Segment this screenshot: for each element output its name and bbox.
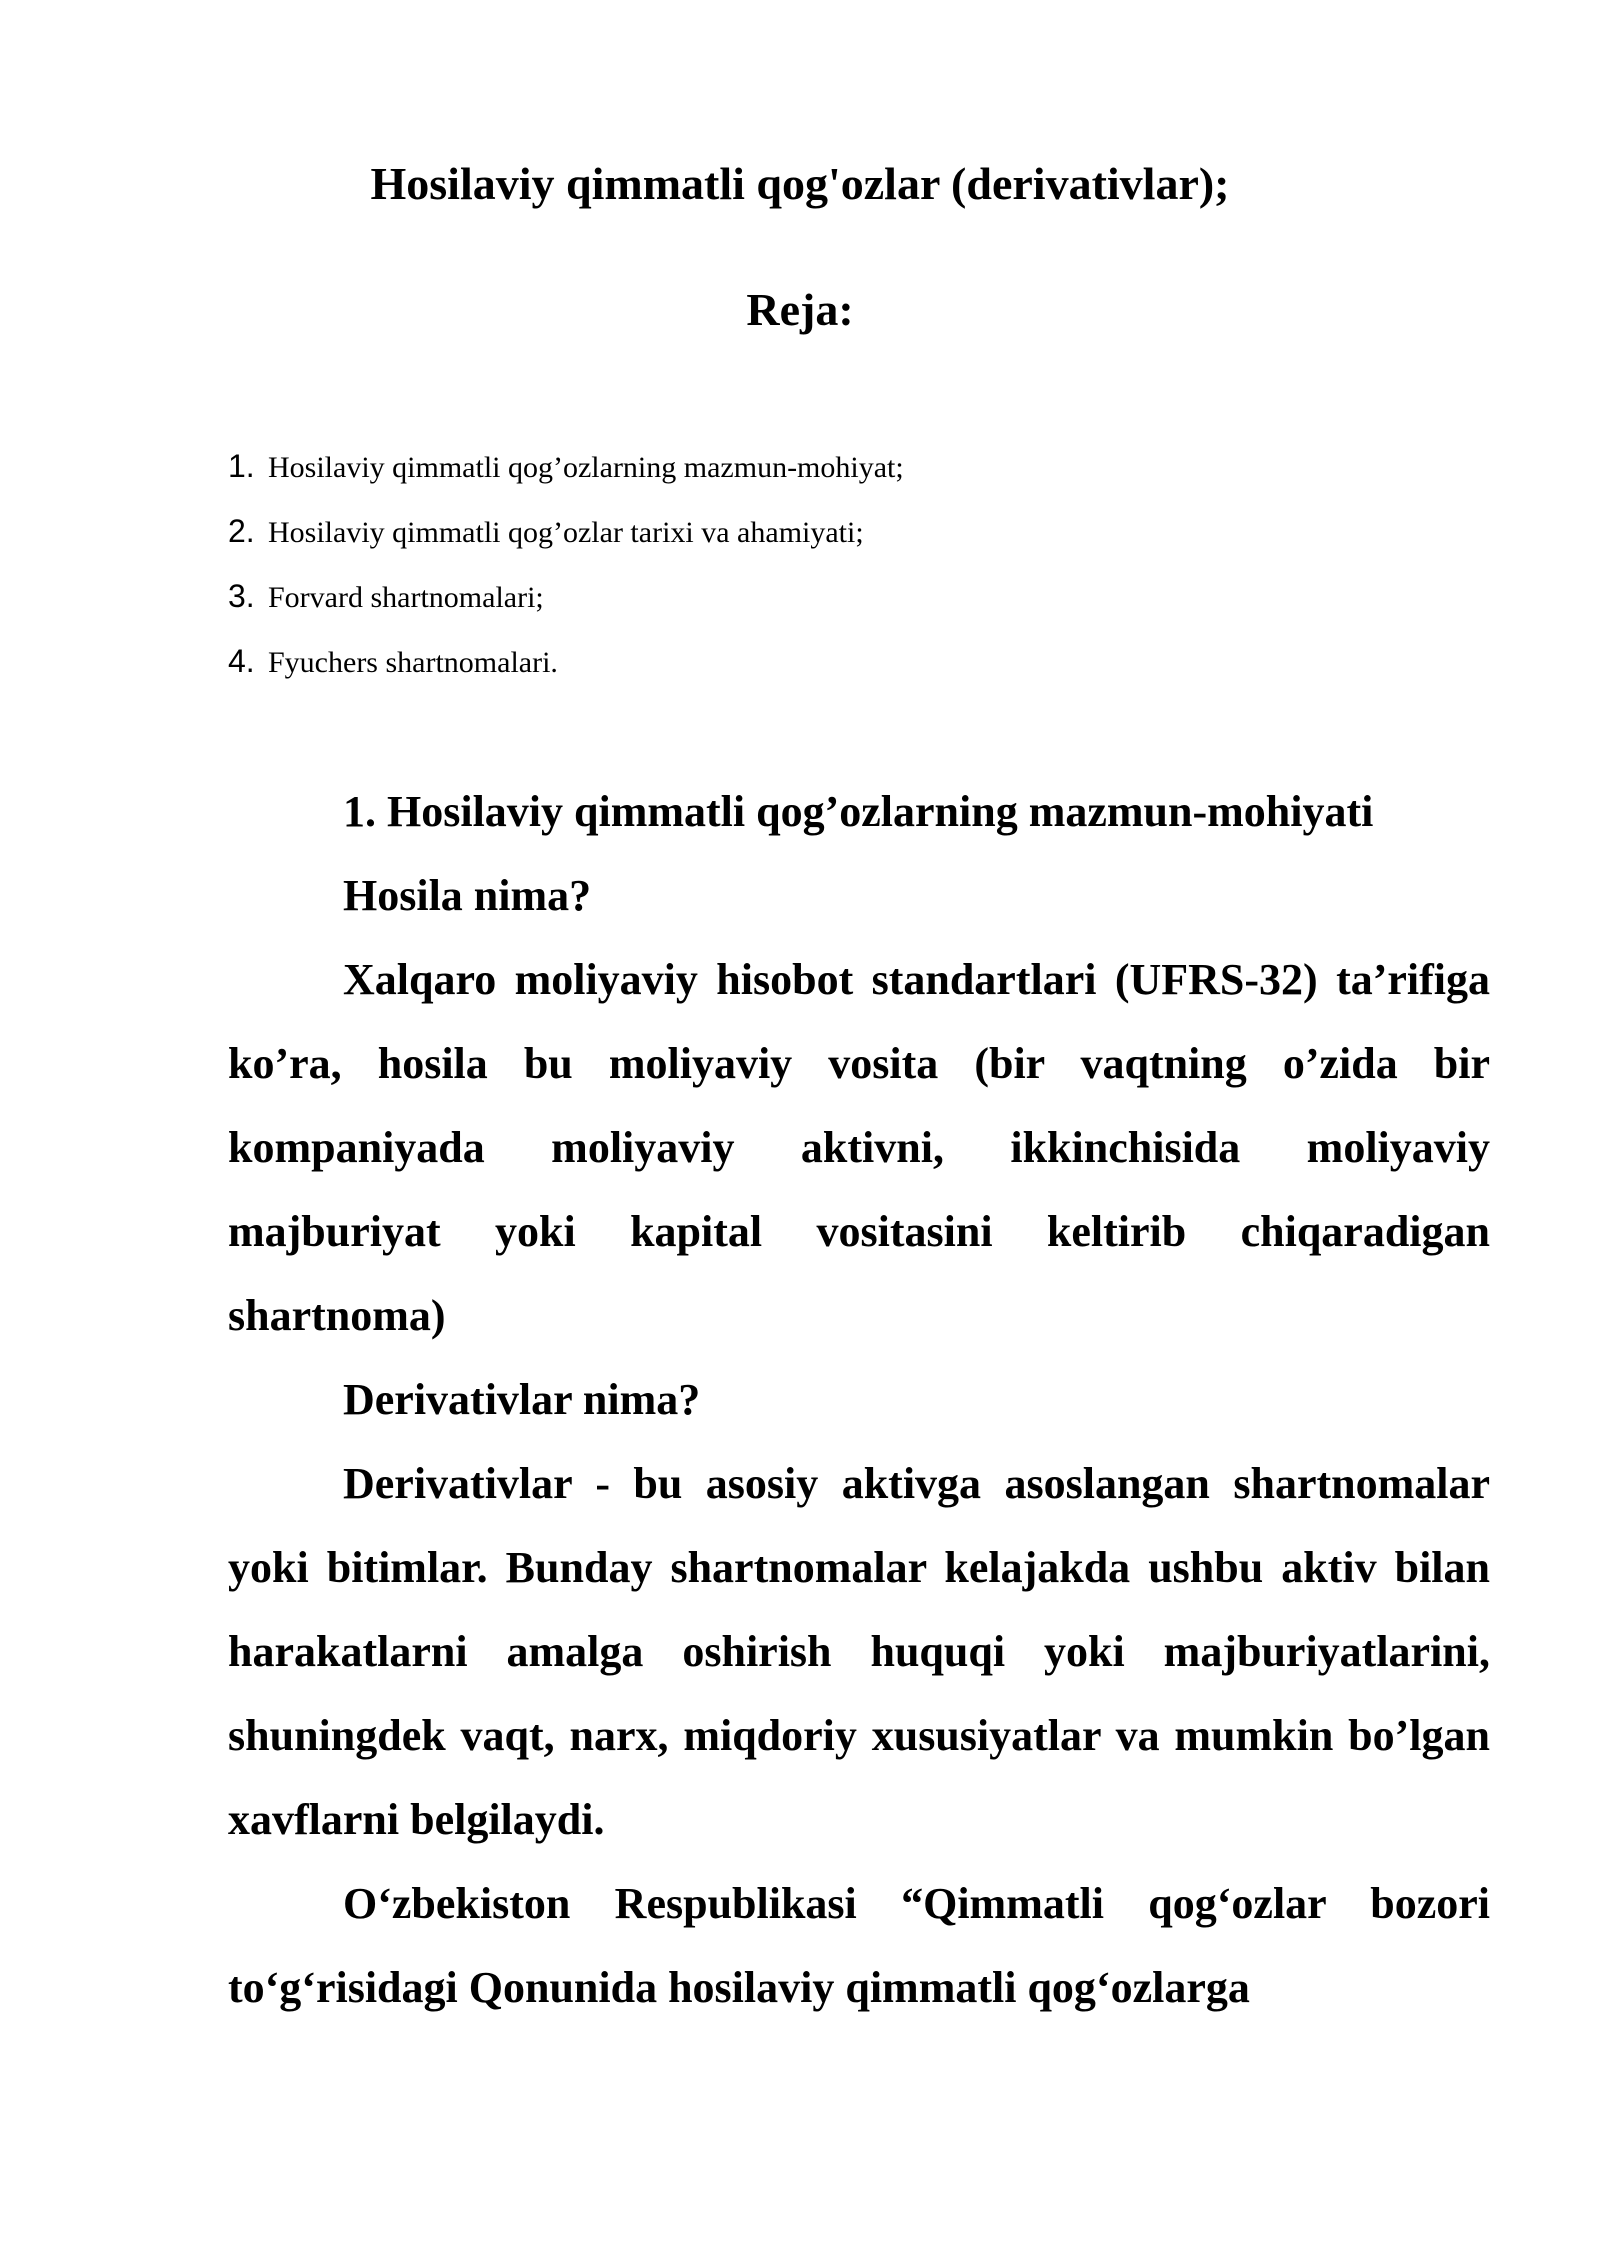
paragraph: Xalqaro moliyaviy hisobot standartlari (UFRS-32) ta’rifiga ko’ra, hosila bu moliyaviy vosita (bir vaqtning o’zida bir kompaniyada moliyaviy aktivni, ikkinchisida moliyaviy majburiyat yoki kapital vositasini keltirib chiqaradigan shartnoma) (228, 955, 1490, 1340)
plan-item-number: 4. (228, 643, 255, 679)
question-heading: Derivativlar nima? (343, 1375, 701, 1424)
section-heading: 1. Hosilaviy qimmatli qog’ozlarning mazmun-mohiyati (343, 787, 1374, 836)
question-heading: Hosila nima? (343, 871, 592, 920)
plan-item (228, 505, 904, 570)
plan-item-text: Forvard shartnomalari; (268, 581, 544, 614)
plan-item-number: 1. (228, 448, 255, 484)
plan-item (228, 635, 904, 700)
plan-list (228, 440, 904, 700)
plan-item-number: 3. (228, 578, 255, 614)
paragraph: Derivativlar - bu asosiy aktivga asoslangan shartnomalar yoki bitimlar. Bunday shartnomalar kelajakda ushbu aktiv bilan harakatlarni amalga oshirish huquqi yoki majburiyatlarini, shuningdek vaqt, narx, miqdoriy xususiyatlar va mumkin bo’lgan xavflarni belgilaydi. (228, 1459, 1490, 1844)
plan-item-text: Hosilaviy qimmatli qog’ozlar tarixi va ahamiyati; (268, 516, 864, 549)
plan-item (228, 570, 904, 635)
plan-heading-text: Reja: (746, 284, 854, 335)
document-title-text: Hosilaviy qimmatli qog'ozlar (derivativlar); (370, 158, 1230, 209)
plan-heading (0, 276, 1600, 344)
plan-item-text: Fyuchers shartnomalari. (268, 646, 558, 679)
plan-item-number: 2. (228, 513, 255, 549)
document-body (228, 770, 1490, 2030)
plan-item (228, 440, 904, 505)
plan-item-text: Hosilaviy qimmatli qog’ozlarning mazmun-mohiyat; (268, 451, 904, 484)
document-title (0, 150, 1600, 218)
paragraph: O‘zbekiston Respublikasi “Qimmatli qog‘ozlar bozori to‘g‘risidagi Qonunida hosilaviy qimmatli qog‘ozlarga (228, 1879, 1490, 2012)
